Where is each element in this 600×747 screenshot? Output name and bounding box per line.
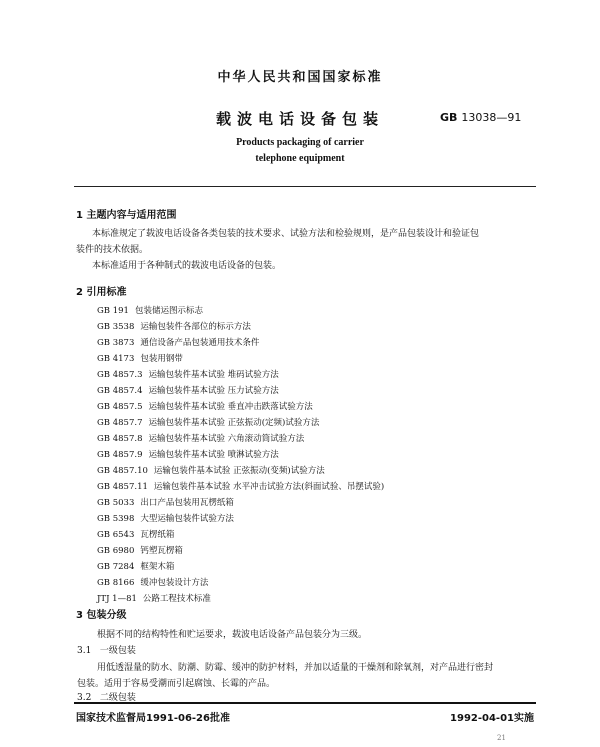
section3-1-body — [77, 660, 537, 692]
reference-code: GB 4857.9 — [97, 450, 143, 460]
reference-item — [97, 592, 211, 604]
reference-item — [97, 416, 319, 428]
reference-item — [97, 400, 313, 412]
reference-code: GB 4173 — [97, 354, 135, 364]
reference-item — [97, 464, 325, 476]
reference-name: 瓦楞纸箱 — [140, 530, 175, 540]
reference-name: 通信设备产品包装通用技术条件 — [140, 338, 260, 348]
section1-heading: 1 主题内容与适用范围 — [76, 210, 177, 221]
reference-item — [97, 512, 234, 524]
reference-name: 运输包装件基本试验 堆码试验方法 — [148, 370, 279, 380]
reference-code: GB 4857.5 — [97, 402, 143, 412]
section3-2-title: 二级包装 — [99, 693, 136, 703]
reference-name: 运输包装件基本试验 六角滚动筒试验方法 — [148, 434, 305, 444]
reference-name: 缓冲包装设计方法 — [140, 578, 209, 588]
reference-name: 运输包装件各部位的标示方法 — [140, 322, 251, 332]
reference-name: 运输包装件基本试验 水平冲击试验方法(斜面试验、吊摆试验) — [153, 482, 385, 492]
reference-item — [97, 304, 203, 316]
reference-item — [97, 352, 183, 364]
standard-org-title: 中华人民共和国国家标准 — [217, 70, 383, 85]
reference-name: 公路工程技术标准 — [142, 594, 211, 604]
reference-name: 运输包装件基本试验 垂直冲击跌落试验方法 — [148, 402, 313, 412]
footer-rule — [74, 702, 536, 704]
reference-item — [97, 480, 384, 492]
reference-code: GB 5033 — [97, 498, 135, 508]
gb-number: 13038—91 — [461, 111, 522, 124]
reference-name: 出口产品包装用瓦楞纸箱 — [140, 498, 234, 508]
reference-code: GB 4857.4 — [97, 386, 143, 396]
reference-name: 包装储运图示标志 — [134, 306, 203, 316]
reference-name: 运输包装件基本试验 正弦振动(变频)试验方法 — [153, 466, 325, 476]
reference-item — [97, 496, 234, 508]
reference-name: 钙塑瓦楞箱 — [140, 546, 183, 556]
section3-2-number: 3.2 — [77, 693, 92, 703]
reference-code: GB 3538 — [97, 322, 135, 332]
gb-prefix: GB — [440, 111, 458, 124]
reference-code: GB 3873 — [97, 338, 135, 348]
section3-1-title: 一级包装 — [99, 646, 136, 656]
section3-1-line2: 包装。适用于容易受潮而引起腐蚀、长霉的产品。 — [77, 679, 276, 689]
section3-1-line1: 用低透湿量的防水、防潮、防霉、缓冲的防护材料，并加以适量的干燥剂和除氧剂，对产品进行密封 — [97, 663, 494, 673]
reference-name: 大型运输包装件试验方法 — [140, 514, 234, 524]
reference-name: 运输包装件基本试验 喷淋试验方法 — [148, 450, 279, 460]
reference-code: GB 4857.10 — [97, 466, 148, 476]
reference-item — [97, 448, 279, 460]
section3-para: 根据不同的结构特性和贮运要求，载波电话设备产品包装分为三级。 — [97, 630, 368, 640]
reference-name: 运输包装件基本试验 压力试验方法 — [148, 386, 279, 396]
reference-code: GB 6980 — [97, 546, 135, 556]
header-rule — [74, 186, 536, 187]
section2-heading: 2 引用标准 — [76, 287, 127, 298]
reference-code: GB 7284 — [97, 562, 135, 572]
reference-name: 框架木箱 — [140, 562, 175, 572]
section1-para1-line1: 本标准规定了载波电话设备各类包装的技术要求、试验方法和检验规则，是产品包装设计和验证包 — [92, 229, 480, 239]
document-title: 载波电话设备包装 — [215, 110, 384, 128]
reference-code: GB 4857.8 — [97, 434, 143, 444]
reference-item — [97, 576, 208, 588]
reference-code: GB 4857.11 — [97, 482, 148, 492]
reference-code: GB 5398 — [97, 514, 135, 524]
reference-item — [97, 528, 174, 540]
reference-name: 包装用钢带 — [140, 354, 183, 364]
section1-para1-line2: 装件的技术依据。 — [76, 245, 149, 255]
reference-item — [97, 368, 279, 380]
section3-1-number: 3.1 — [77, 646, 92, 656]
reference-code: GB 4857.3 — [97, 370, 143, 380]
effective-date: 1992-04-01实施 — [450, 713, 534, 724]
reference-code: GB 6543 — [97, 530, 135, 540]
reference-item — [97, 320, 251, 332]
reference-code: GB 8166 — [97, 578, 135, 588]
reference-item — [97, 544, 183, 556]
english-title-line1: Products packaging of carrier — [236, 137, 364, 148]
reference-code: JTJ 1—81 — [97, 594, 137, 604]
section1-para1 — [76, 226, 532, 274]
reference-item — [97, 432, 304, 444]
section3-heading: 3 包装分级 — [76, 610, 127, 621]
approval-date: 国家技术监督局1991-06-26批准 — [76, 713, 230, 724]
english-title-line2: telephone equipment — [255, 153, 345, 164]
section3-1-heading — [77, 643, 136, 656]
reference-item — [97, 336, 259, 348]
standard-number — [440, 111, 521, 124]
page-number: 21 — [497, 734, 506, 742]
reference-item — [97, 560, 174, 572]
reference-name: 运输包装件基本试验 正弦振动(定频)试验方法 — [148, 418, 320, 428]
reference-code: GB 191 — [97, 306, 129, 316]
reference-item — [97, 384, 279, 396]
section1-para2: 本标准适用于各种制式的载波电话设备的包装。 — [92, 261, 282, 271]
reference-code: GB 4857.7 — [97, 418, 143, 428]
